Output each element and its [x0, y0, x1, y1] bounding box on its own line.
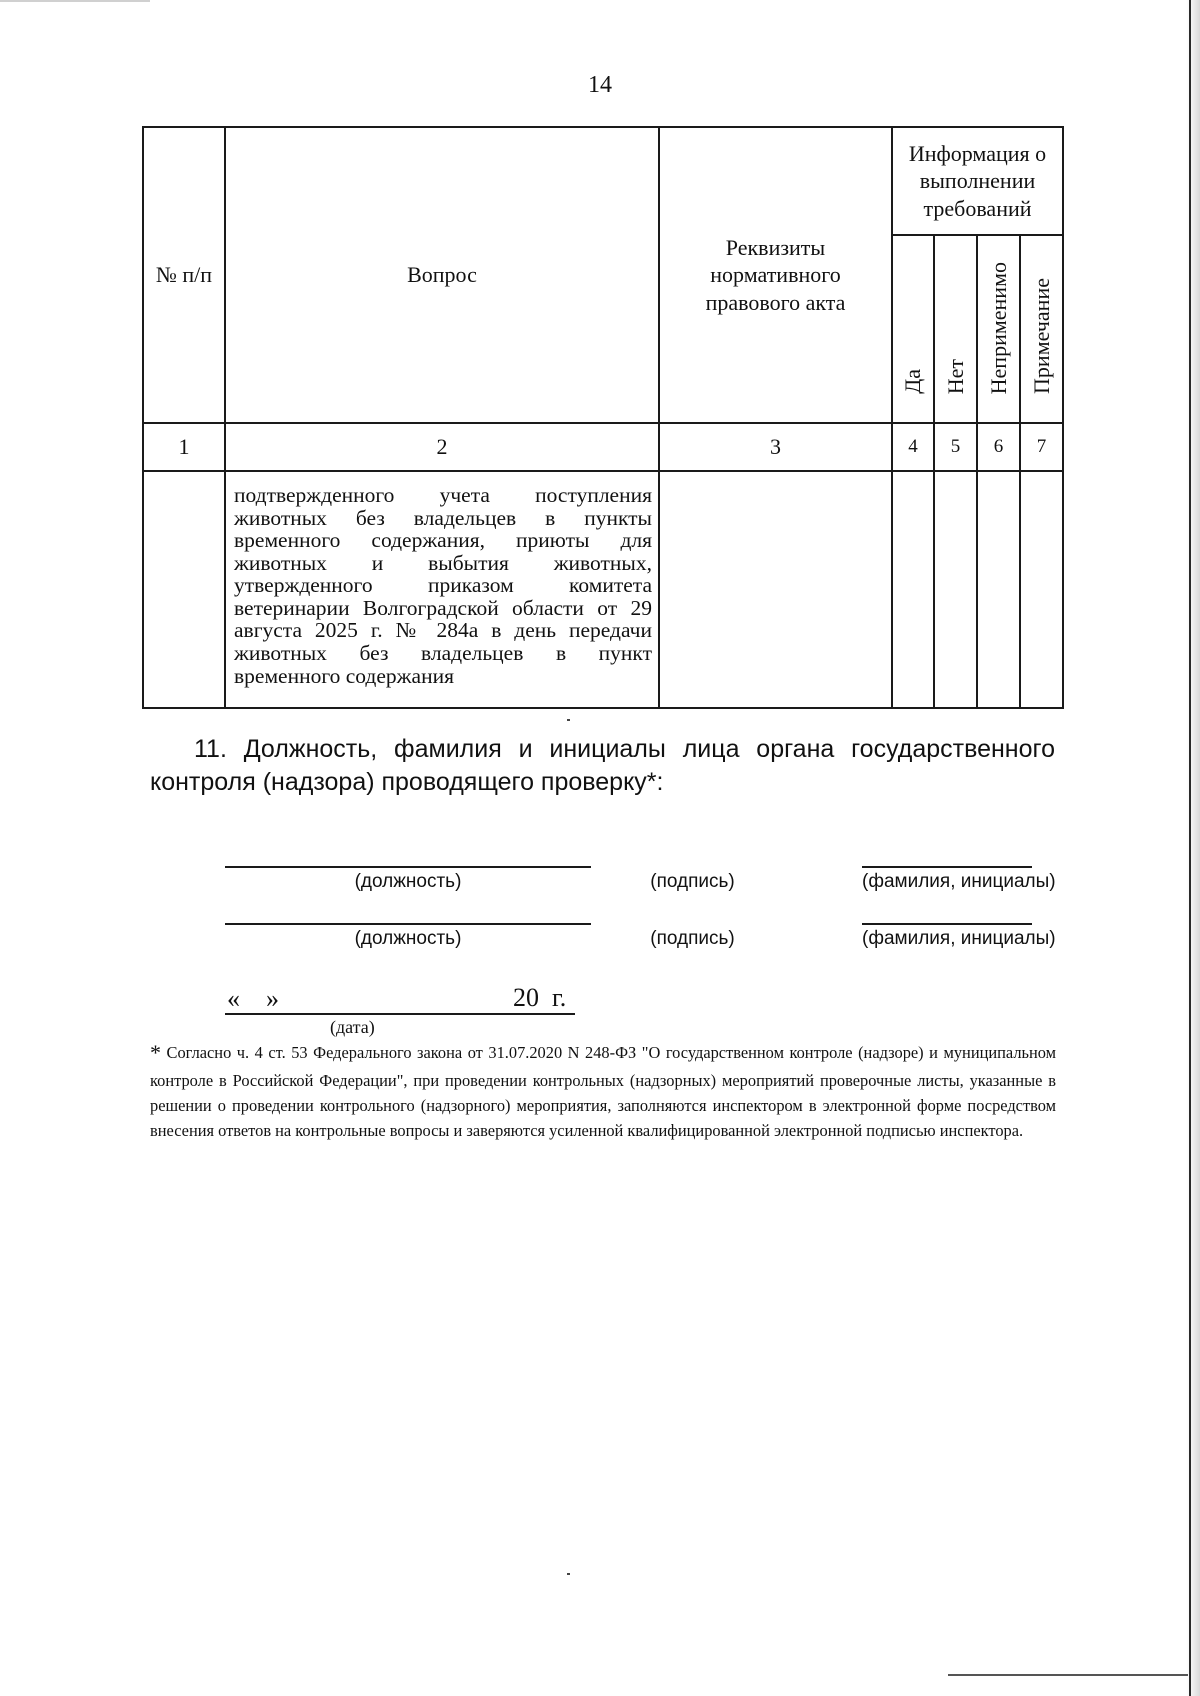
- header-yes: [892, 235, 934, 423]
- scan-bottom-edge-line: [948, 1674, 1188, 1676]
- scan-speck: [567, 1573, 570, 1575]
- header-question: Вопрос: [225, 127, 659, 423]
- position-caption: (должность): [354, 928, 462, 949]
- header-info-group: Информация о выполнении требований: [892, 127, 1063, 235]
- header-not-applicable-label: Неприменимо: [985, 261, 1011, 394]
- date-line: [225, 1013, 575, 1015]
- header-yes-label: Да: [900, 369, 925, 394]
- scan-right-edge-line: [1189, 0, 1191, 1696]
- header-note: [1020, 235, 1063, 423]
- name-caption: (фамилия, инициалы): [862, 928, 1056, 949]
- checklist-table: [142, 126, 1064, 709]
- date-caption: (дата): [330, 1017, 375, 1037]
- row-note-cell: [1020, 471, 1063, 708]
- date-open-quote: «: [227, 984, 240, 1013]
- position-signature-line: [225, 866, 591, 868]
- position-signature-line: [225, 923, 591, 925]
- signature-caption: (подпись): [650, 871, 735, 892]
- column-number: 4: [892, 423, 934, 471]
- name-signature-line: [862, 923, 1032, 925]
- section-11-heading: 11. Должность, фамилия и инициалы лица органа государственного контроля (надзора) проводящего проверку*:: [150, 735, 1055, 797]
- footnote-text: Согласно ч. 4 ст. 53 Федерального закона от 31.07.2020 N 248-ФЗ "О государственном контроле (надзоре) и муниципальном контроле в Российской Федерации", при проведении контрольных (надзорных) мероприятий проверочные листы, указанные в решении о проведении контрольного (надзорного) мероприятия, заполняются инспектором в электронной форме посредством внесения ответов на контрольные вопросы и заверяются усиленной квалифицированной электронной подписью инспектора.: [150, 1043, 1057, 1141]
- column-number: 3: [659, 423, 892, 471]
- date-close-quote: »: [266, 984, 279, 1013]
- column-number: 5: [934, 423, 977, 471]
- scan-speck: [567, 719, 570, 721]
- column-number-row: [143, 423, 1063, 471]
- row-no-cell: [934, 471, 977, 708]
- header-note-label: Примечание: [1028, 278, 1054, 394]
- position-caption: (должность): [354, 871, 462, 892]
- scan-top-edge: [0, 0, 150, 2]
- header-num: № п/п: [143, 127, 225, 423]
- date-year: 20 г.: [513, 983, 567, 1012]
- row-num-cell: [143, 471, 225, 708]
- signature-caption: (подпись): [650, 928, 735, 949]
- table-row: [143, 471, 1063, 708]
- name-caption: (фамилия, инициалы): [862, 871, 1056, 892]
- column-number: 2: [225, 423, 659, 471]
- header-row-1: [143, 127, 1063, 235]
- page-number: 14: [588, 72, 612, 98]
- row-not-applicable-cell: [977, 471, 1020, 708]
- footnote-star: *: [150, 1040, 161, 1065]
- column-number: 6: [977, 423, 1020, 471]
- header-requisites: Реквизиты нормативного правового акта: [659, 127, 892, 423]
- header-no: [934, 235, 977, 423]
- footnote: [150, 1036, 1056, 1144]
- column-number: 7: [1020, 423, 1063, 471]
- header-not-applicable: [977, 235, 1020, 423]
- row-yes-cell: [892, 471, 934, 708]
- header-no-label: Нет: [942, 358, 968, 394]
- row-question-cell: подтвержденного учета поступления животных без владельцев в пункты временного содержания, приюты для животных и выбытия животных, утвержденного приказом комитета ветеринарии Волгоградской области от 29 августа 2025 г. № 284а в день передачи животных без владельцев в пункт временного содержания: [225, 471, 659, 708]
- row-requisites-cell: [659, 471, 892, 708]
- name-signature-line: [862, 866, 1032, 868]
- column-number: 1: [143, 423, 225, 471]
